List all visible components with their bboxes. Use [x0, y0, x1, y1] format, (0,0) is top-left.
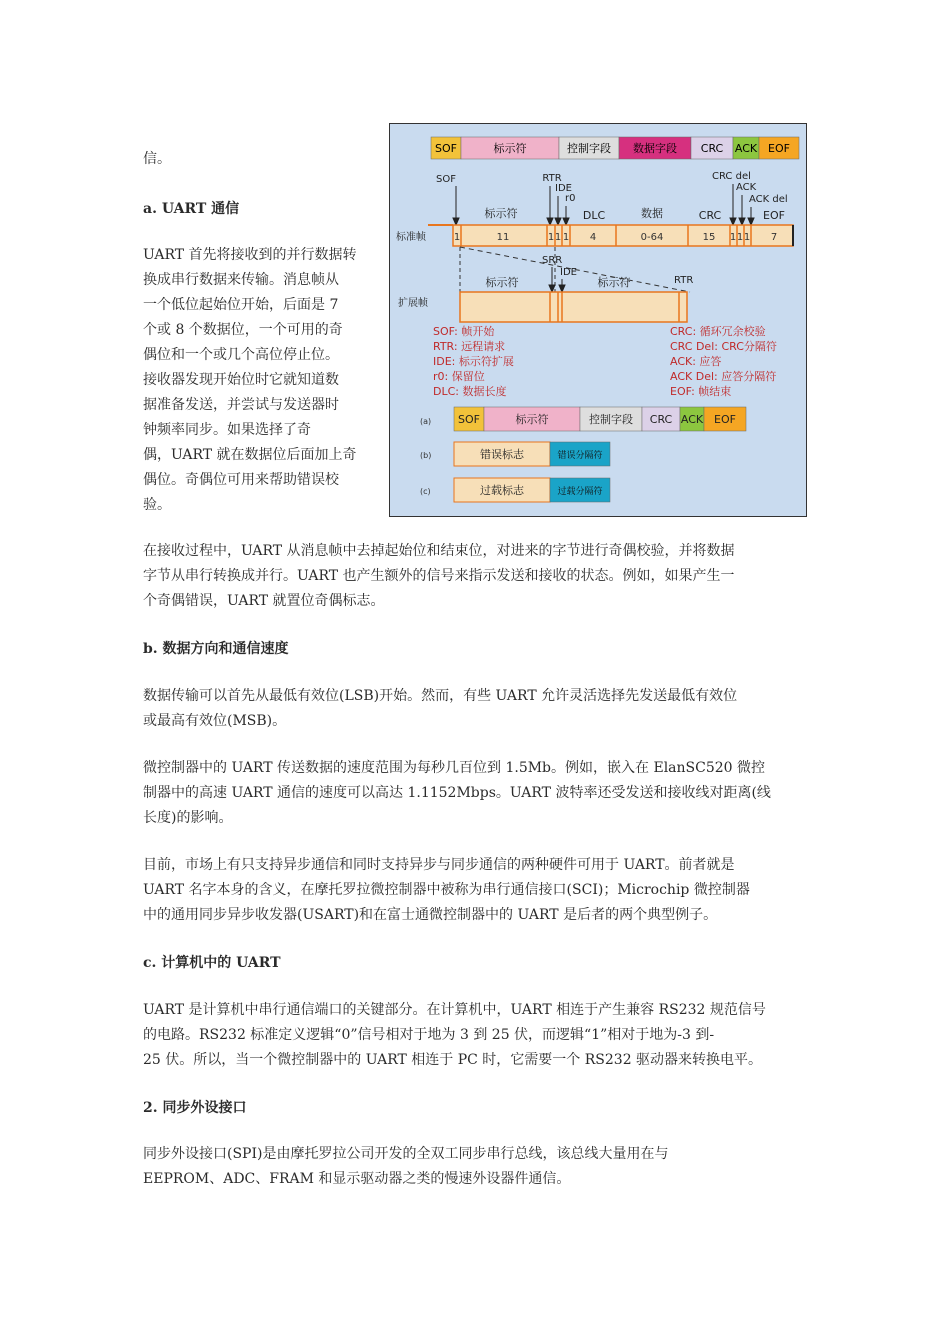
label-srr: SRR	[542, 255, 563, 266]
legend-item: IDE: 标示符扩展	[433, 355, 514, 368]
text-line: UART 首先将接收到的并行数据转	[143, 247, 357, 263]
text-line: 微控制器中的 UART 传送数据的速度范围为每秒几百位到 1.5Mb。例如，嵌入在 ElanSC520 微控	[143, 760, 766, 776]
cell-label: 标示符	[515, 413, 549, 426]
label-data: 数据	[641, 207, 663, 220]
cell-label: ACK	[680, 413, 704, 426]
row-tag: (a)	[420, 417, 432, 426]
text-line: UART 是计算机中串行通信端口的关键部分。在计算机中，UART 相连于产生兼容 RS232 规范信号	[143, 1002, 766, 1018]
text-line: 数据传输可以首先从最低有效位(LSB)开始。然而，有些 UART 允许灵活选择先发送最低有效位	[143, 688, 738, 704]
label-sof: SOF	[436, 174, 456, 185]
row-b-error-frame	[420, 442, 610, 466]
label-ack: ACK	[736, 182, 757, 193]
label-identifier-b: 标示符	[597, 276, 631, 289]
text-line: 在接收过程中，UART 从消息帧中去掉起始位和结束位，对进来的字节进行奇偶校验，并将数据	[143, 543, 735, 559]
legend-item: CRC Del: CRC分隔符	[670, 340, 777, 353]
text-line: 中的通用同步异步收发器(USART)和在富士通微控制器中的 UART 是后者的两个典型例子。	[143, 907, 718, 923]
legend-item: r0: 保留位	[433, 370, 485, 383]
value-ack-del-bits: 1	[743, 232, 751, 243]
can-frame-figure	[389, 123, 807, 517]
legend-item: EOF: 帧结束	[670, 385, 732, 398]
legend-item: CRC: 循环冗余校验	[670, 325, 766, 338]
extended-frame-bar	[460, 292, 687, 322]
label-identifier-a: 标示符	[485, 276, 519, 289]
cell-label: 错误标志	[480, 448, 524, 461]
cell-label: EOF	[714, 413, 736, 426]
cell-label: 错误分隔符	[557, 451, 603, 461]
value-identifier-bits: 11	[496, 232, 510, 243]
abbreviation-legend	[433, 324, 777, 398]
value-eof-bits: 7	[770, 232, 778, 243]
text-line: 换成串行数据来传输。消息帧从	[143, 272, 339, 288]
field-label: SOF	[435, 142, 457, 155]
text-line: 据准备发送，并尝试与发送器时	[143, 397, 339, 413]
top-field-row	[431, 137, 799, 159]
field-label: EOF	[768, 142, 790, 155]
value-r0-bits: 1	[562, 232, 570, 243]
label-rtr-extended: RTR	[674, 275, 694, 286]
label-identifier: 标示符	[484, 207, 518, 220]
label-ide-extended: IDE	[560, 267, 577, 278]
field-label: 控制字段	[567, 142, 611, 155]
text-line: 或最高有效位(MSB)。	[143, 713, 287, 729]
heading-uart-comm: a. UART 通信	[143, 201, 240, 217]
continued-text: 信。	[143, 151, 171, 167]
field-label: ACK	[734, 142, 758, 155]
field-label: 标示符	[493, 142, 527, 155]
heading-uart-in-computer: c. 计算机中的 UART	[143, 955, 281, 971]
value-crc-del-bits: 1	[729, 232, 737, 243]
text-line: UART 名字本身的含义，在摩托罗拉微控制器中被称为串行通信接口(SCI)；Microchip 微控制器	[143, 882, 750, 898]
value-data-bits: 0-64	[640, 232, 664, 243]
cell-label: 过载标志	[480, 484, 524, 497]
text-line: 目前，市场上有只支持异步通信和同时支持异步与同步通信的两种硬件可用于 UART。前者就是	[143, 857, 735, 873]
row-tag: (c)	[420, 487, 431, 496]
label-eof: EOF	[763, 209, 785, 222]
cell-label: SOF	[458, 413, 480, 426]
text-line: 个奇偶错误，UART 就置位奇偶标志。	[143, 593, 385, 609]
text-line: 验。	[143, 497, 171, 513]
value-ack-bits: 1	[736, 232, 744, 243]
value-dlc-bits: 4	[589, 232, 597, 243]
value-sof-bits: 1	[453, 232, 461, 243]
field-label: 数据字段	[633, 142, 677, 155]
value-crc-bits: 15	[702, 232, 716, 243]
row-tag: (b)	[420, 451, 432, 460]
cell-label: CRC	[649, 413, 673, 426]
field-label: CRC	[700, 142, 724, 155]
text-line: 一个低位起始位开始，后面是 7	[143, 297, 339, 313]
value-rtr-bits: 1	[547, 232, 555, 243]
text-line: 偶位。奇偶位可用来帮助错误校	[143, 472, 339, 488]
row-a-data-frame	[420, 407, 746, 431]
label-crc: CRC	[698, 209, 722, 222]
cell-label: 过载分隔符	[557, 487, 603, 497]
standard-frame-bar	[428, 225, 793, 246]
legend-item: DLC: 数据长度	[433, 385, 507, 398]
text-line: EEPROM、ADC、FRAM 和显示驱动器之类的慢速外设器件通信。	[143, 1171, 571, 1187]
label-standard-frame: 标准帧	[396, 232, 426, 243]
legend-item: SOF: 帧开始	[433, 325, 495, 338]
text-line: 偶，UART 就在数据位后面加上奇	[143, 447, 357, 463]
label-r0: r0	[565, 193, 576, 204]
label-ack-del: ACK del	[749, 194, 788, 205]
label-ide: IDE	[555, 183, 572, 194]
text-line: 接收器发现开始位时它就知道数	[143, 372, 339, 388]
can-frame-diagram	[390, 124, 806, 516]
label-dlc: DLC	[582, 209, 606, 222]
value-ide-bits: 1	[554, 232, 562, 243]
cell-label: 控制字段	[589, 413, 633, 426]
legend-item: ACK: 应答	[670, 355, 722, 368]
text-line: 同步外设接口(SPI)是由摩托罗拉公司开发的全双工同步串行总线，该总线大量用在与	[143, 1146, 669, 1162]
text-line: 长度)的影响。	[143, 810, 233, 826]
label-rtr: RTR	[542, 173, 562, 184]
label-crc-del: CRC del	[712, 171, 751, 182]
row-c-overload-frame	[420, 478, 610, 502]
legend-item: RTR: 远程请求	[433, 340, 506, 353]
text-line: 制器中的高速 UART 通信的速度可以高达 1.1152Mbps。UART 波特率还受发送和接收线对距离(线	[143, 785, 771, 801]
text-line: 的电路。RS232 标准定义逻辑“0”信号相对于地为 3 到 25 伏，而逻辑“1”相对于地为-3 到-	[143, 1027, 715, 1043]
text-line: 钟频率同步。如果选择了奇	[143, 422, 311, 438]
heading-direction-speed: b. 数据方向和通信速度	[143, 641, 289, 657]
label-extended-frame: 扩展帧	[398, 298, 428, 309]
text-line: 个或 8 个数据位，一个可用的奇	[143, 322, 343, 338]
heading-spi: 2. 同步外设接口	[143, 1100, 247, 1116]
text-line: 字节从串行转换成并行。UART 也产生额外的信号来指示发送和接收的状态。例如，如果产生一	[143, 568, 735, 584]
text-line: 偶位和一个或几个高位停止位。	[143, 347, 339, 363]
legend-item: ACK Del: 应答分隔符	[670, 370, 777, 383]
text-line: 25 伏。所以，当一个微控制器中的 UART 相连于 PC 时，它需要一个 RS232 驱动器来转换电平。	[143, 1052, 763, 1068]
